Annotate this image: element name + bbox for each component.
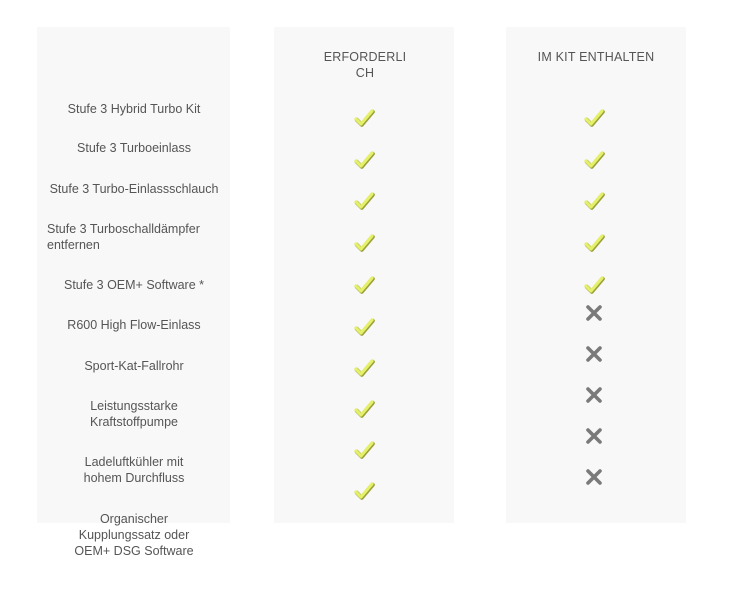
check-icon [353,107,375,129]
check-icon [353,149,375,171]
check-icon [583,149,605,171]
check-icon [353,398,375,420]
check-icon [583,274,605,296]
feature-label: Sport-Kat-Fallrohr [84,359,184,373]
check-icon [583,232,605,254]
feature-label: Stufe 3 Turboeinlass [77,141,191,155]
required-column-header: ERFORDERLICH [323,50,407,80]
feature-label: Organischer Kupplungssatz oder OEM+ DSG Software [74,512,194,558]
check-icon [583,190,605,212]
cross-icon [583,302,605,324]
check-icon [353,357,375,379]
check-icon [583,107,605,129]
cross-icon [583,384,605,406]
feature-label: Stufe 3 OEM+ Software * [64,278,204,292]
feature-label: Ladeluftkühler mit hohem Durchfluss [83,455,185,485]
check-icon [353,190,375,212]
cross-icon [583,343,605,365]
cross-icon [583,425,605,447]
check-icon [353,316,375,338]
feature-label: Stufe 3 Hybrid Turbo Kit [67,102,201,116]
included-column-header: IM KIT ENTHALTEN [537,50,655,64]
feature-label: Stufe 3 Turbo-Einlassschlauch [49,182,219,196]
check-icon [353,439,375,461]
check-icon [353,274,375,296]
feature-label: R600 High Flow-Einlass [67,318,201,332]
check-icon [353,232,375,254]
cross-icon [583,466,605,488]
feature-label: Leistungsstarke Kraftstoffpumpe [89,399,178,429]
check-icon [353,480,375,502]
feature-label: Stufe 3 Turboschalldämpfer entfernen [47,222,200,252]
